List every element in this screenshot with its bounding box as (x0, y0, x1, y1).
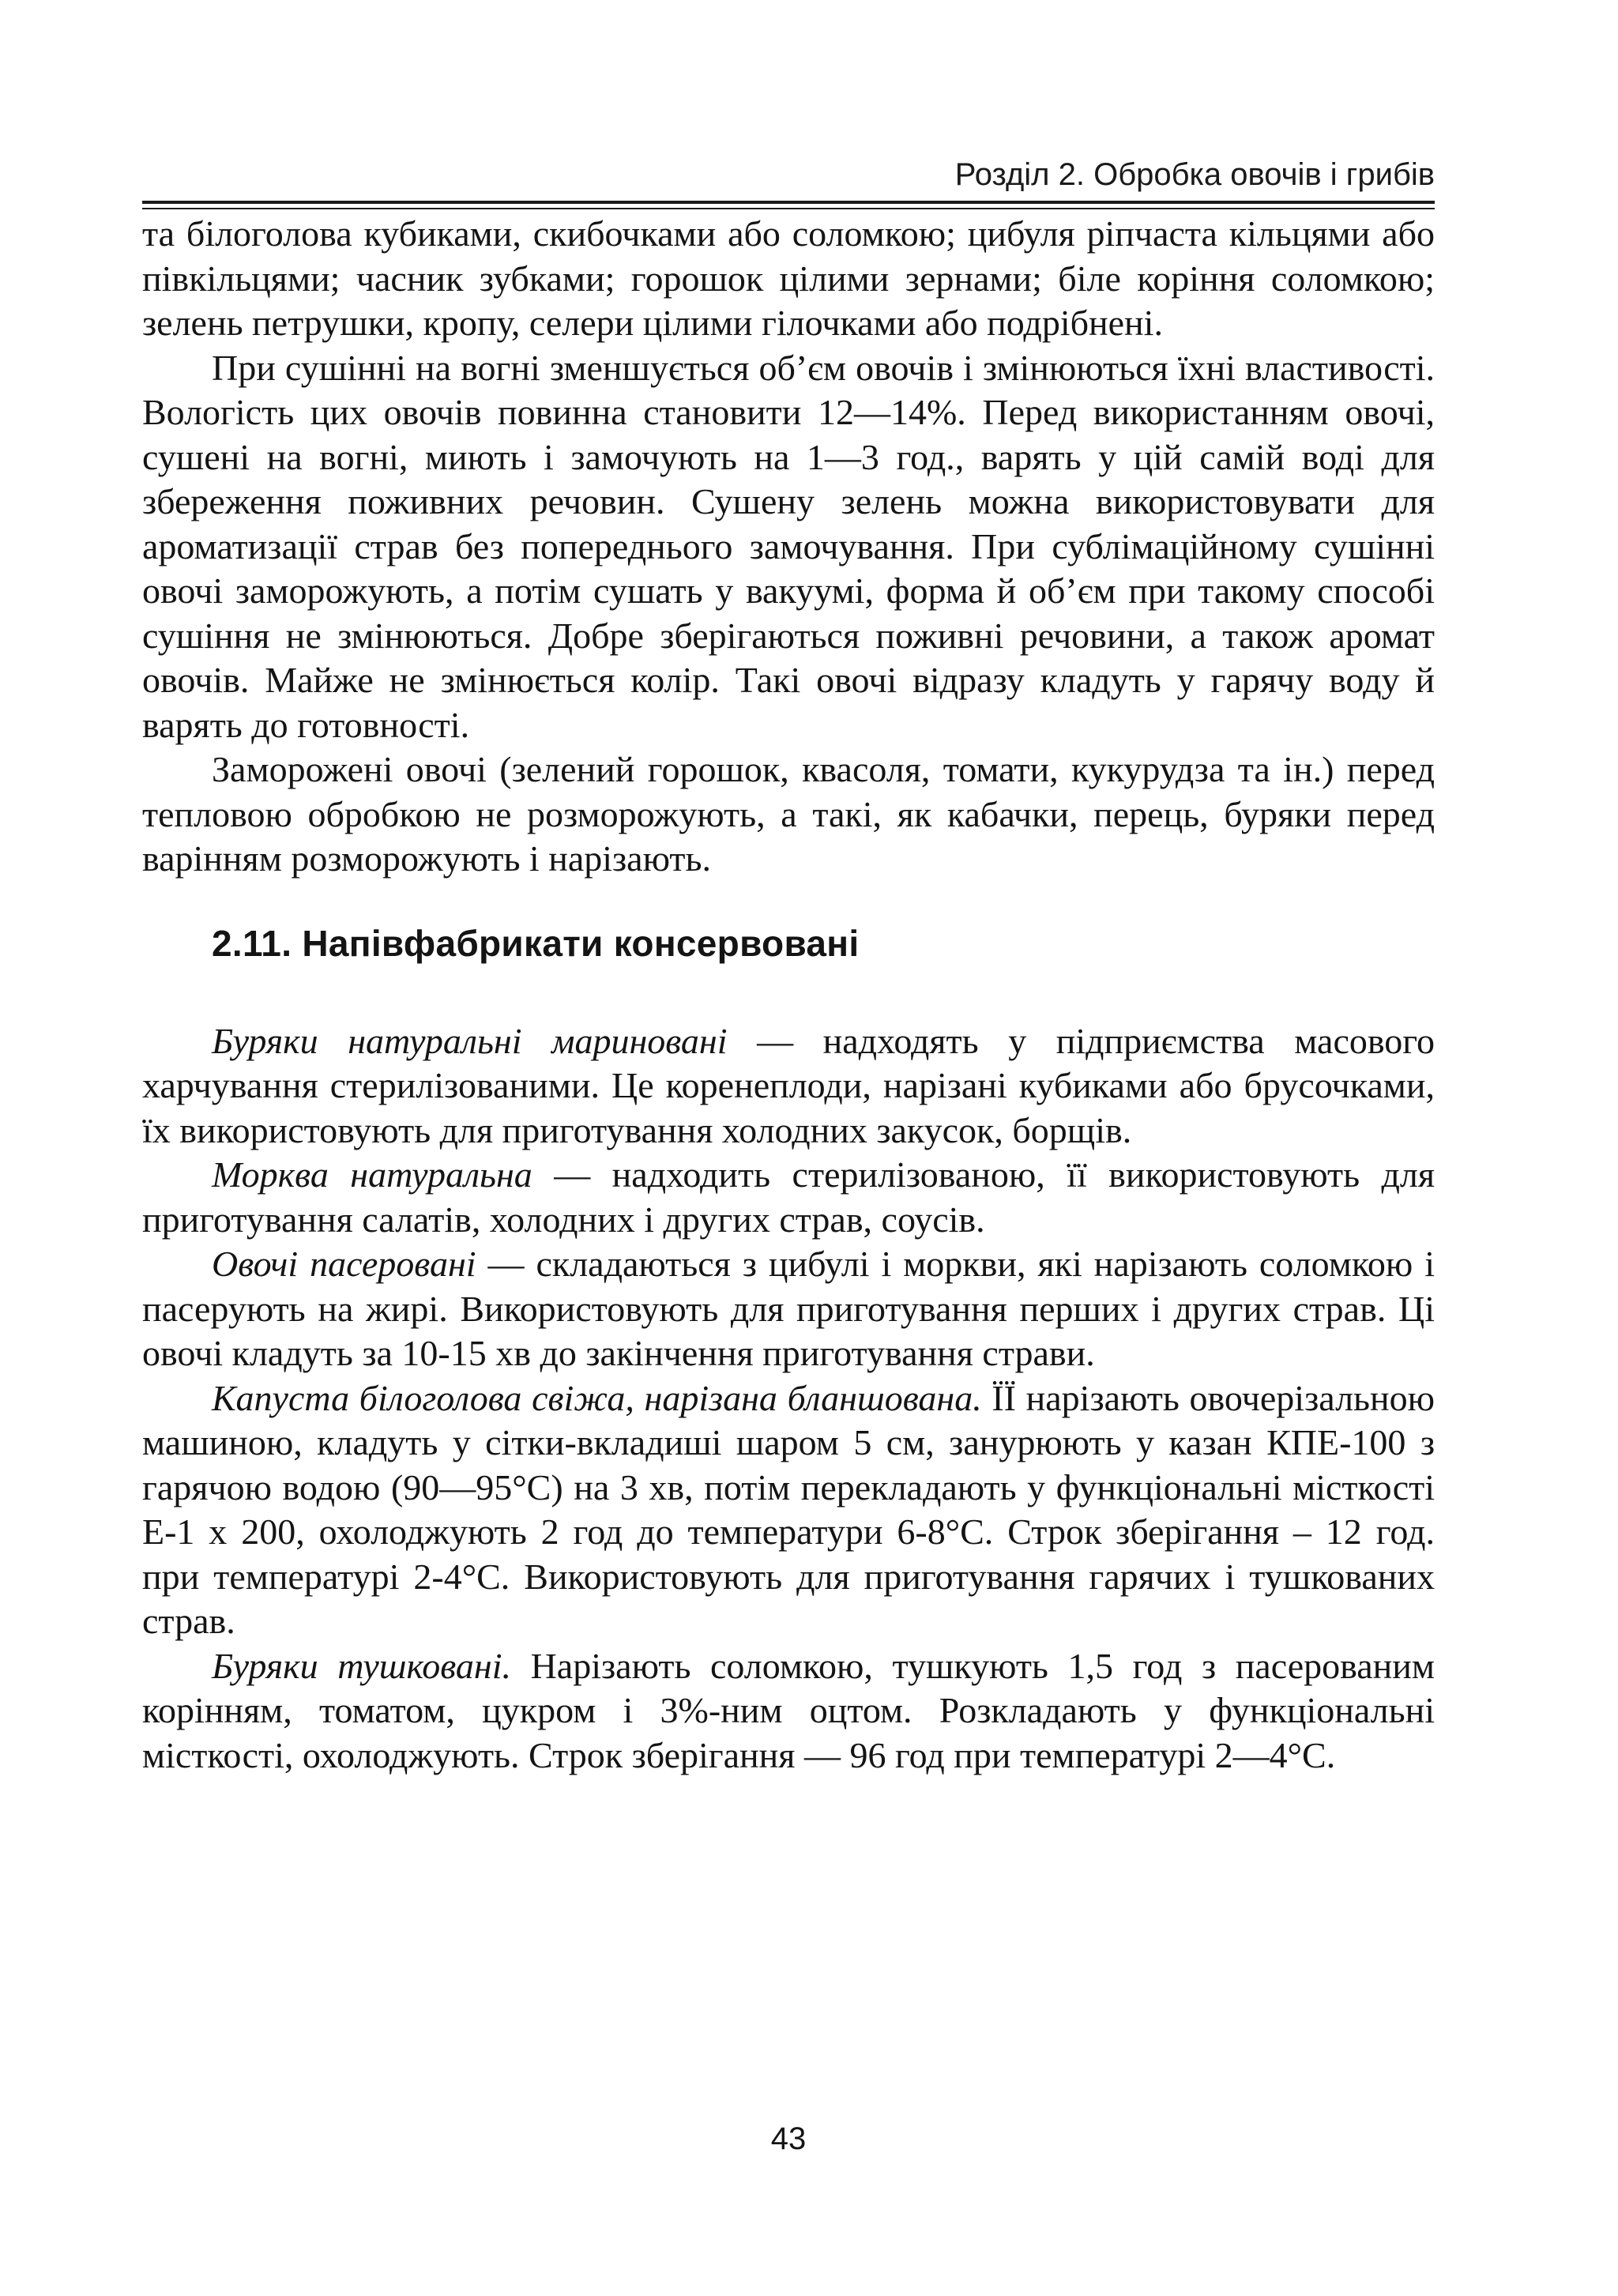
definition-entry (142, 1376, 1435, 1644)
definition-entry (142, 1153, 1435, 1242)
entry-term: Морква натуральна (212, 1154, 532, 1195)
running-header: Розділ 2. Обробка овочів і грибів (954, 157, 1435, 192)
paragraph-continuation: та білоголова кубиками, скибочками або соломкою; цибуля ріпчаста кільцями або півкільцями; часник зубками; горошок цілими зернами; біле коріння соломкою; зелень петрушки, кропу, селери цілими гілочками або подрібнені. (142, 213, 1435, 343)
definition-entry (142, 1019, 1435, 1154)
entry-term: Буряки натуральні мариновані (212, 1020, 728, 1061)
paragraph: Заморожені овочі (зелений горошок, квасоля, томати, кукурудза та ін.) перед тепловою обробкою не розморожують, а такі, як кабачки, перець, буряки перед варінням розморожують і нарізають. (142, 749, 1435, 879)
definition-entry (142, 1644, 1435, 1778)
entry-text: — надходить стерилізованою, її використовують для приготування салатів, холодних і других страв, соусів. (142, 1154, 1435, 1240)
entry-term: Буряки тушковані. (212, 1645, 511, 1686)
entry-text: Нарізають соломкою, тушкують 1,5 год з пасерованим корінням, томатом, цукром і 3%-ним оцтом. Розкладають у функціональні місткості, охолоджують. Строк зберігання — 96 год при температурі 2—4°С. (142, 1645, 1435, 1775)
entry-term: Капуста білоголова свіжа, нарізана бланшована. (212, 1377, 982, 1418)
main-text (142, 212, 1435, 1778)
header-rule-secondary (142, 208, 1435, 209)
entry-text: — складаються з цибулі і моркви, які нарізають соломкою і пасерують на жирі. Використовують для приготування перших і других страв. Ці овочі кладуть за 10-15 хв до закінчення приготування страви. (142, 1244, 1435, 1373)
header-rule (142, 201, 1435, 204)
section-heading: 2.11. Напівфабрикати консервовані (212, 922, 860, 964)
page-number: 43 (770, 2121, 807, 2156)
paragraph: При сушінні на вогні зменшується об’єм овочів і змінюються їхні властивості. Вологість цих овочів повинна становити 12—14%. Перед використанням овочі, сушені на вогні, миють і замочують на 1—3 год., варять у цій самій воді для збереження поживних речовин. Сушену зелень можна використовувати для ароматизації страв без попереднього замочування. При сублімаційному сушінні овочі заморожують, а потім сушать у вакуумі, форма й об’єм при такому способі сушіння не змінюються. Добре зберігаються поживні речовини, а також аромат овочів. Майже не змінюється колір. Такі овочі відразу кладуть у гарячу воду й варять до готовності. (142, 347, 1435, 745)
entry-text: — надходять у підприємства масового харчування стерилізованими. Це коренеплоди, нарізані кубиками або брусочками, їх використовують для приготування холодних закусок, борщів. (142, 1020, 1435, 1150)
entry-text: ЇЇ нарізають овочерізальною машиною, кладуть у сітки-вкладиші шаром 5 см, занурюють у казан КПЕ-100 з гарячою водою (90—95°С) на 3 хв, потім перекладають у функціональні місткості Е-1 х 200, охолоджують 2 год до температури 6-8°С. Строк зберігання – 12 год. при температурі 2-4°С. Використовують для приготування гарячих і тушкованих страв. (142, 1377, 1435, 1641)
entry-term: Овочі пасеровані (212, 1244, 476, 1284)
definition-entry (142, 1242, 1435, 1376)
